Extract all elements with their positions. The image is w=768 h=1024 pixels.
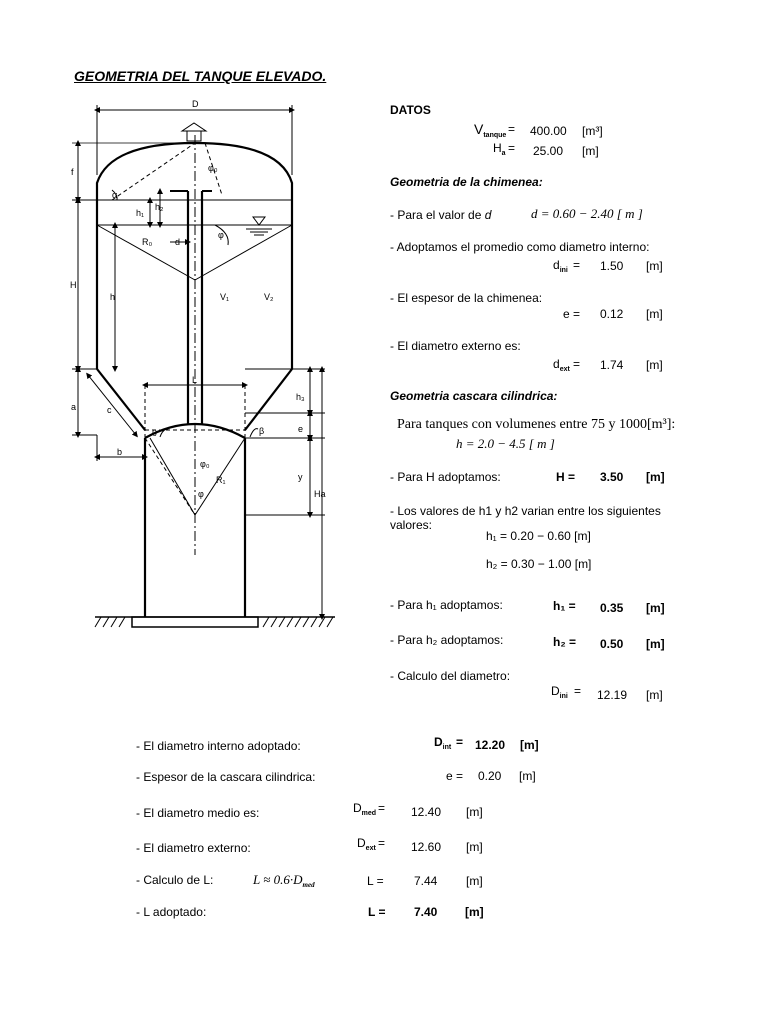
label-d: d xyxy=(175,237,181,247)
L-adopt-text: - L adoptado: xyxy=(136,905,207,919)
espesor-chimenea-text: - El espesor de la chimenea: xyxy=(390,291,543,305)
chimenea-heading: Geometria de la chimenea: xyxy=(390,175,543,189)
promedio-text: - Adoptamos el promedio como diametro interno: xyxy=(390,240,650,254)
h2-value: 0.50 xyxy=(600,637,624,651)
esp-cascara-text: - Espesor de la cascara cilindrica: xyxy=(136,770,316,784)
dint-unit: [m] xyxy=(520,738,539,752)
dmed-symbol: $D_{med}$ xyxy=(353,801,377,817)
para-tanques-line1: Para tanques con volumenes entre 75 y 1000[m³]: xyxy=(397,417,676,432)
dini-eq: = xyxy=(573,258,581,272)
label-c: c xyxy=(107,405,112,415)
d-formula: d = 0.60 − 2.40 [ m ] xyxy=(531,206,643,221)
label-V2: V₂ xyxy=(264,292,274,302)
label-phi0-bottom: φ₀ xyxy=(200,459,210,469)
H-unit: [m] xyxy=(646,470,665,484)
label-R0: R₀ xyxy=(142,237,153,247)
tank-diagram xyxy=(0,95,370,655)
label-e: e xyxy=(298,424,304,434)
label-H: H xyxy=(70,280,77,290)
Dini-symbol: $D_{ini}$ xyxy=(551,684,568,700)
dext-cascara-text: - El diametro externo: xyxy=(136,841,251,855)
h2-symbol: h₂ = xyxy=(553,635,577,649)
ha-symbol: $H_a$ xyxy=(493,141,506,157)
esp-cascara-value: 0.20 xyxy=(478,769,502,783)
label-Ha: Ha xyxy=(314,489,326,499)
label-b: b xyxy=(117,447,123,457)
calculo-diametro-text: - Calculo del diametro: xyxy=(390,669,511,683)
v-tanque-symbol: $V_{tanque}$ xyxy=(474,121,507,139)
esp-cascara-unit: [m] xyxy=(519,769,536,783)
page-title: GEOMETRIA DEL TANQUE ELEVADO. xyxy=(74,68,327,84)
h12-text-line2: valores: xyxy=(390,518,433,532)
label-theta: θ xyxy=(152,428,158,438)
h1-adopt-text: - Para h₁ adoptamos: xyxy=(390,598,503,612)
L-adopt-value: 7.40 xyxy=(414,905,438,919)
L-calc-text: - Calculo de L: xyxy=(136,873,214,887)
h1-unit: [m] xyxy=(646,601,665,615)
dint-eq: = xyxy=(456,735,464,749)
label-phi0-top: φ₀ xyxy=(208,163,218,173)
h2-range: h₂ = 0.30 − 1.00 [m] xyxy=(486,557,592,571)
dini-value: 1.50 xyxy=(600,259,624,273)
label-h2: h₂ xyxy=(155,202,164,212)
e-chimenea-symbol: e = xyxy=(563,307,581,321)
label-a: a xyxy=(71,402,77,412)
label-alpha: α xyxy=(112,190,118,200)
Dini-eq: = xyxy=(574,684,582,698)
dext-unit: [m] xyxy=(646,358,663,372)
L-adopt-unit: [m] xyxy=(465,905,484,919)
H-adopt-text: - Para H adoptamos: xyxy=(390,470,501,484)
dext-cascara-value: 12.60 xyxy=(411,840,442,854)
para-tanques-line2: h = 2.0 − 4.5 [ m ] xyxy=(456,436,555,451)
Dini-unit: [m] xyxy=(646,688,663,702)
d-text: - Para el valor de d xyxy=(390,208,492,222)
dext-value: 1.74 xyxy=(600,358,624,372)
dini-symbol: $d_{ini}$ xyxy=(553,258,568,274)
label-phi: φ xyxy=(218,230,224,240)
H-symbol: H = xyxy=(556,470,576,484)
label-h: h xyxy=(110,292,116,302)
v-tanque-unit: [m³] xyxy=(582,124,603,138)
e-chimenea-value: 0.12 xyxy=(600,307,624,321)
L-adopt-symbol: L = xyxy=(368,905,386,919)
dmed-value: 12.40 xyxy=(411,805,442,819)
label-f: f xyxy=(71,167,74,177)
h12-text-line1: - Los valores de h1 y h2 varian entre los siguientes xyxy=(390,504,661,518)
dext-cascara-symbol: $D_{ext}$ xyxy=(357,836,376,852)
h1-value: 0.35 xyxy=(600,601,624,615)
cascara-heading: Geometria cascara cilindrica: xyxy=(390,389,558,403)
e-chimenea-unit: [m] xyxy=(646,307,663,321)
Dini-value: 12.19 xyxy=(597,688,628,702)
dint-value: 12.20 xyxy=(475,738,506,752)
L-calc-unit: [m] xyxy=(466,874,483,888)
dmed-unit: [m] xyxy=(466,805,483,819)
label-beta: β xyxy=(259,426,265,436)
label-phi-bottom: φ xyxy=(198,489,204,499)
label-R1: R₁ xyxy=(216,475,226,485)
ha-eq: = xyxy=(508,141,516,155)
label-h3: h₃ xyxy=(296,392,305,402)
esp-cascara-symbol: e = xyxy=(446,769,464,783)
dext-symbol: $d_{ext}$ xyxy=(553,357,570,373)
label-y: y xyxy=(298,472,303,482)
label-V1: V₁ xyxy=(220,292,230,302)
L-formula: $L \approx 0.6\cdot D_{med}$ xyxy=(253,872,315,889)
dext-cascara-unit: [m] xyxy=(466,840,483,854)
h1-symbol: h₁ = xyxy=(553,599,576,613)
ha-unit: [m] xyxy=(582,144,599,158)
v-tanque-value: 400.00 xyxy=(530,124,567,138)
dext-cascara-eq: = xyxy=(378,836,386,850)
dint-text: - El diametro interno adoptado: xyxy=(136,739,301,753)
dext-eq: = xyxy=(573,357,581,371)
label-D: D xyxy=(192,99,199,109)
label-h1: h₁ xyxy=(136,208,145,218)
v-tanque-eq: = xyxy=(508,122,516,136)
externo-text: - El diametro externo es: xyxy=(390,339,521,353)
dmed-eq: = xyxy=(378,801,386,815)
L-calc-symbol: L = xyxy=(367,874,384,888)
dmed-text: - El diametro medio es: xyxy=(136,806,260,820)
H-value: 3.50 xyxy=(600,470,624,484)
dint-symbol: $D_{int}$ xyxy=(434,735,452,751)
label-L: L xyxy=(192,375,198,385)
datos-heading: DATOS xyxy=(390,103,431,117)
h2-adopt-text: - Para h₂ adoptamos: xyxy=(390,633,504,647)
L-calc-value: 7.44 xyxy=(414,874,438,888)
dini-unit: [m] xyxy=(646,259,663,273)
h1-range: h₁ = 0.20 − 0.60 [m] xyxy=(486,529,591,543)
ha-value: 25.00 xyxy=(533,144,564,158)
h2-unit: [m] xyxy=(646,637,665,651)
